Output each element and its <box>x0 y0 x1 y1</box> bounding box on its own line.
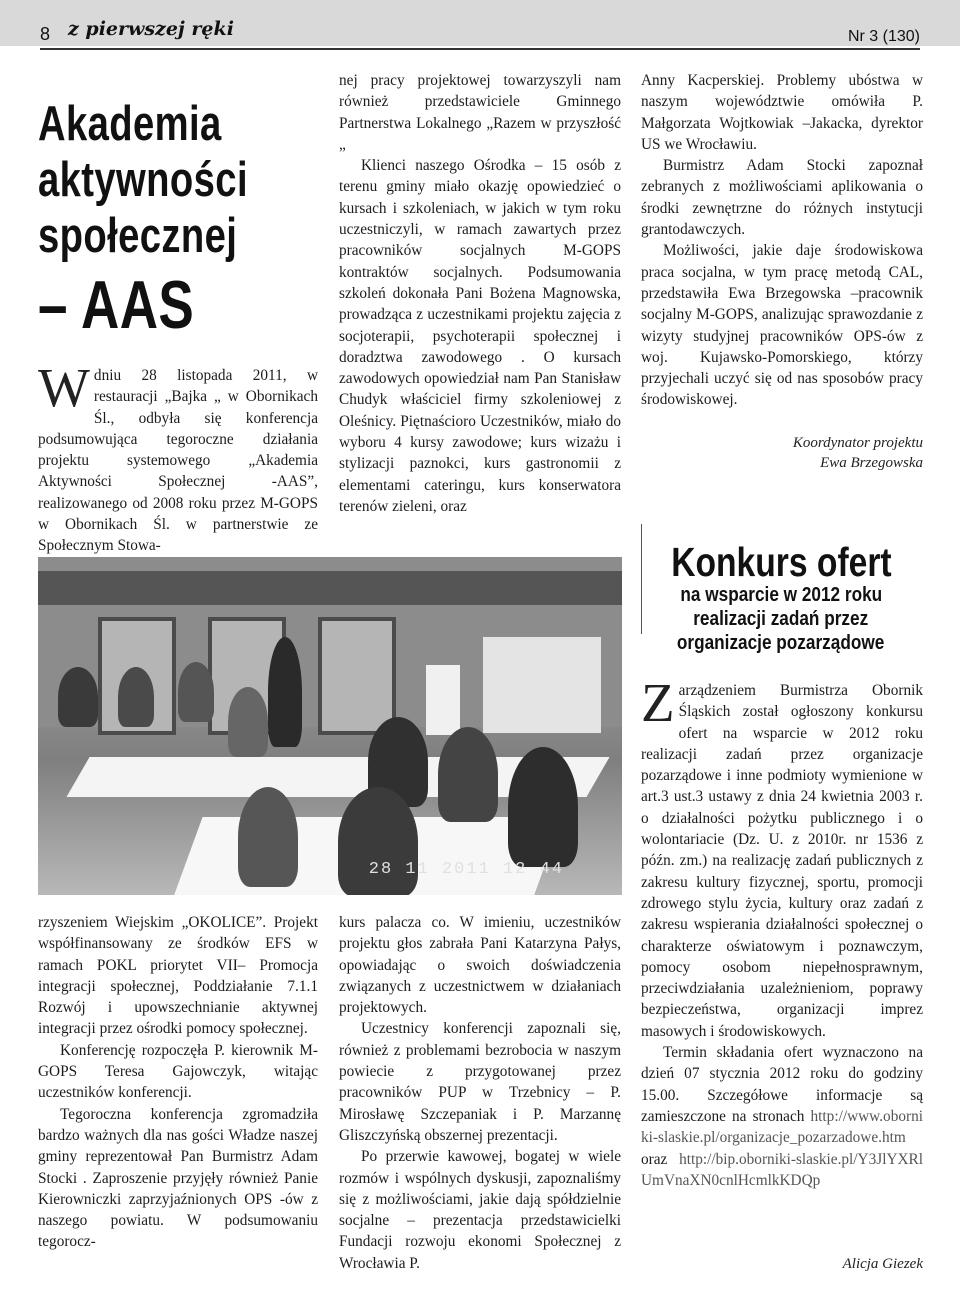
article-paragraph: Po przerwie kawowej, bogatej w wiele rozmów i wspólnych dyskusji, zapoznaliśmy się z możliwościami, jakie dają spółdzielnie socjalne – prezentacja przedstawicielki Fundacji rozwoju ekonomi Społecznej z Wrocławia P. <box>339 1148 621 1272</box>
dropcap: W <box>38 357 90 418</box>
article-paragraph: dniu 28 listopada 2011, w restauracji „Bajka „ w Obornikach Śl., odbyła się konferencja podsumowująca tegoroczne działania projektu systemowego „Akademia Aktywności Społecznej -AAS”, realizowanego od 2008 roku przez M-GOPS w Obornikach Śl. w partnerstwie ze Społecznym Stowa- <box>38 367 318 555</box>
article-title <box>38 96 264 346</box>
article-paragraph: rzyszeniem Wiejskim „OKOLICE”. Projekt współfinansowany ze środków EFS w ramach POKL priorytet VII– Promocja integracji społecznej, Poddziałanie 7.1.1 Rozwój i upowszechnianie aktywnej integracji przez ośrodki pomocy społecznej. <box>38 914 318 1038</box>
article-column-2-bottom <box>339 912 621 1274</box>
title-line: aktywności <box>38 153 248 207</box>
photo-timestamp: 28 11 2011 12 44 <box>368 860 564 879</box>
article-paragraph: Burmistrz Adam Stocki zapoznał zebranych z możliwościami aplikowania o środki zewnętrzne do różnych instytucji grantodawczych. <box>641 157 923 239</box>
article-paragraph: Uczestnicy konferencji zapoznali się, również z problemami bezrobocia w naszym powiecie z przygotowanej przez pracowników PUP w Trzebnicy – P. Mirosławę Szczepaniak i P. Marzannę Gliszczyńską obszernej prezentacji. <box>339 1020 621 1144</box>
article-column-1-bottom <box>38 912 318 1253</box>
article-column-3 <box>641 70 923 411</box>
issue-number: Nr 3 (130) <box>847 28 920 45</box>
title-line: – AAS <box>38 267 195 343</box>
section-title: z pierwszej ręki <box>68 18 234 40</box>
konkurs-paragraph: Termin składania ofert wyznaczono na dzień 07 stycznia 2012 roku do godziny 15.00. Szczegółowe informacje są zamieszczone na stronach <box>641 1044 923 1125</box>
konkurs-subtitle <box>642 583 920 655</box>
konkurs-title: Konkurs ofert <box>670 539 892 585</box>
article-paragraph: Anny Kacperskiej. Problemy ubóstwa w naszym województwie omówiła P. Małgorzata Wojtkowiak –Jakacka, dyrektor US we Wrocławiu. <box>641 72 923 153</box>
conjunction: oraz <box>641 1150 668 1168</box>
article-paragraph: Możliwości, jakie daje środowiskowa praca socjalna, w tym pracę metodą CAL, przedstawiła Ewa Brzegowska –pracownik socjalny M-GOPS, analizując sprawozdanie z wizyty studyjnej pracowników OPS-ów z woj. Kujawsko-Pomorskiego, którzy przyjechali uczyć się od nas sposobów pracy środowiskowej. <box>641 242 923 409</box>
title-line: Akademia <box>38 97 222 151</box>
dropcap: Z <box>641 672 675 733</box>
article-signature <box>641 433 923 473</box>
konkurs-paragraph: arządzeniem Burmistrza Obornik Śląskich został ogłoszony konkursu ofert na wsparcie w 2012 roku realizacji zadań przez organizacje pozarządowe i inne podmioty wymienione w art.3 ust.3 ustawy z dnia 24 kwietnia 2003 r. o działalności pożytku publicznego i o wolontariacie (Dz. U. z 2010r. nr 1536 z późn. zm.) na realizację zadań publicznych z zakresu kultury fizycznej, sportu, promocji zdrowego stylu życia, kultury oraz zadań z zakresu wspierania działalności społecznej o charakterze oświatowym i poznawczym, pomocy osobom niepełnosprawnym, przeciwdziałania uzależnieniom, poprawy bezpieczeństwa, organizacji imprez masowych i środowiskowych. <box>641 682 923 1040</box>
article-column-2-top <box>339 70 621 517</box>
article-paragraph: Klienci naszego Ośrodka – 15 osób z terenu gminy miało okazję opowiedzieć o kursach i szkoleniach, w jakich w tym roku uczestniczyli, w ramach zawartych przez pracowników socjalnych M-GOPS kontraktów socjalnych. Podsumowania szkoleń dokonała Pani Bożena Magnowska, prowadząca z uczestnikami projektu zajęcia z socjoterapii, psychoterapii społecznej i doradztwa zawodowego . O kursach zawodowych opowiedział nam Pan Stanisław Chudyk właściciel firmy szkoleniowej z Oleśnicy. Piętnaścioro Uczestników, miało do wyboru 4 kursy zawodowe; kurs wizażu i stylizacji paznokci, kurs gastronomii z elementami cateringu, kurs konserwatora terenów zieleni, oraz <box>339 157 621 515</box>
title-line: społecznej <box>38 209 238 263</box>
konkurs-body <box>641 672 923 1191</box>
konkurs-signature: Alicja Giezek <box>842 1256 923 1272</box>
subtitle-line: organizacje pozarządowe <box>677 632 885 654</box>
link-bip[interactable]: http://bip.oborniki-slaskie.pl/Y3JlYXRlUmVnaXN0cnlHcmlkKDQp <box>641 1150 923 1189</box>
signature-name: Ewa Brzegowska <box>820 455 923 471</box>
subtitle-line: realizacji zadań przez <box>693 608 869 630</box>
article-column-1-top <box>38 357 318 557</box>
signature-role: Koordynator projektu <box>792 435 923 451</box>
link-organizacje[interactable]: http://www.oborniki-slaskie.pl/organizacje_pozarzadowe.htm <box>641 1107 923 1147</box>
page-number: 8 <box>40 24 51 44</box>
article-paragraph: Konferencję rozpoczęła P. kierownik M-GOPS Teresa Gajowczyk, witając uczestników konferencji. <box>38 1041 318 1102</box>
subtitle-line: na wsparcie w 2012 roku <box>680 584 882 606</box>
article-paragraph: kurs palacza co. W imieniu, uczestników projektu głos zabrała Pani Katarzyna Pałys, opowiadając o swoich doświadczenia związanych z uczestnictwem w działaniach projektowych. <box>339 914 621 1017</box>
conference-photo <box>38 557 622 895</box>
article-paragraph: nej pracy projektowej towarzyszyli nam również przedstawiciele Gminnego Partnerstwa Lokalnego „Razem w przyszłość „ <box>339 72 621 153</box>
header-divider <box>40 48 920 50</box>
article-paragraph: Tegoroczna konferencja zgromadziła bardzo ważnych dla nas gości Władze naszej gminy reprezentował Pan Burmistrz Adam Stocki . Zaproszenie przyjęły również Panie Kierowniczki zaprzyjaźnionych OPS -ów z naszego powiatu. W podsumowaniu tegorocz- <box>38 1105 318 1251</box>
